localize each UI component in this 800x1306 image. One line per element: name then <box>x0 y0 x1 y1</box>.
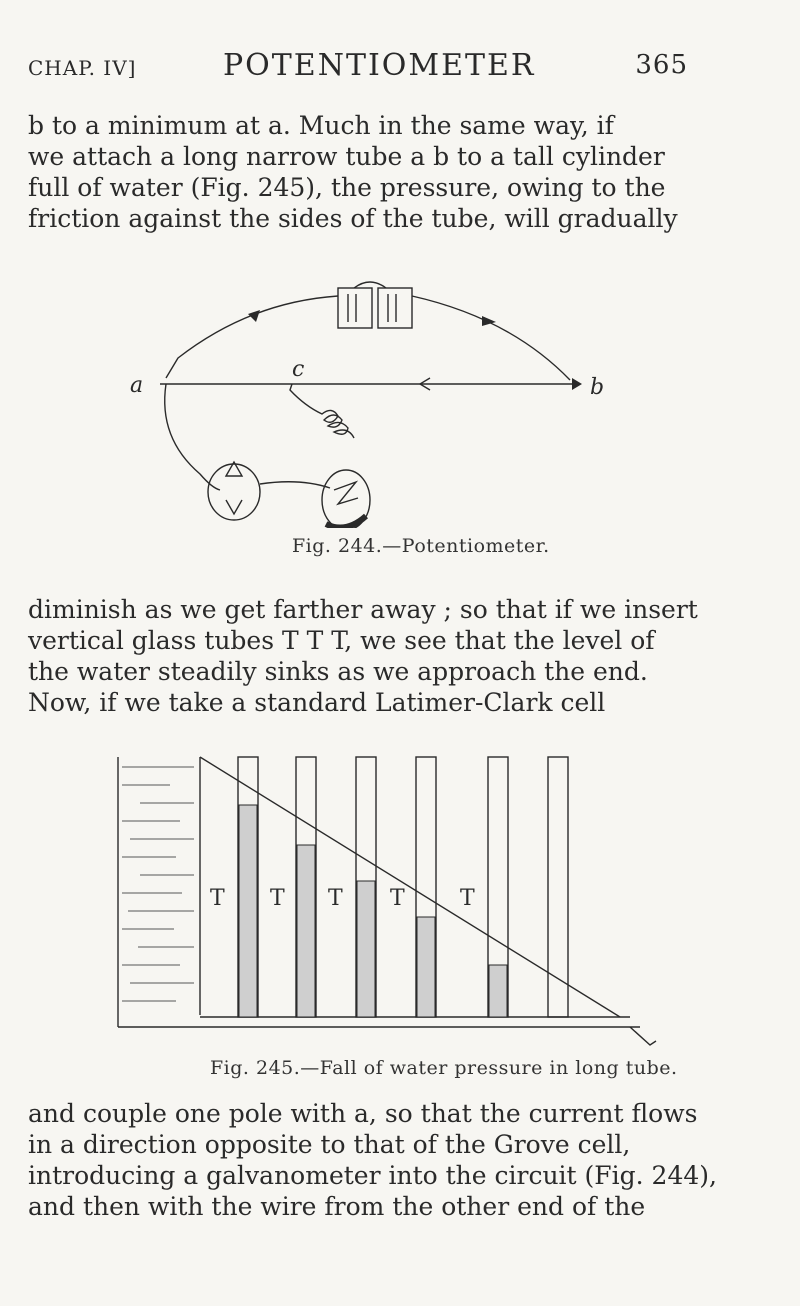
text-line: the water steadily sinks as we approach the end. <box>28 657 648 686</box>
figure-244-caption: Fig. 244.—Potentiometer. <box>292 535 550 557</box>
upper-wire-right <box>412 296 570 380</box>
text-line: we attach a long narrow tube a b to a tall cylinder <box>28 142 665 171</box>
figure-245-caption: Fig. 245.—Fall of water pressure in long tube. <box>210 1057 678 1079</box>
galvanometer <box>322 470 370 528</box>
water-cylinder <box>118 757 200 1027</box>
running-head <box>28 48 688 98</box>
text-line: vertical glass tubes T T T, we see that the level of <box>28 626 655 655</box>
text-line: diminish as we get farther away ; so that if we insert <box>28 595 698 624</box>
pressure-gradient-line <box>200 757 620 1017</box>
battery-cells <box>338 282 412 328</box>
sliding-contact-wire <box>290 384 354 438</box>
outflow-spout <box>630 1027 656 1045</box>
tube-label: T <box>460 886 475 911</box>
text-line: Now, if we take a standard Latimer-Clark cell <box>28 688 606 717</box>
chapter-marker: CHAP. IV] <box>28 56 137 80</box>
text-line: in a direction opposite to that of the Grove cell, <box>28 1130 631 1159</box>
arrow-icon <box>572 378 582 390</box>
text-line: and then with the wire from the other end of the <box>28 1192 646 1221</box>
text-line: friction against the sides of the tube, will gradually <box>28 204 678 233</box>
potentiometer-diagram <box>130 278 630 528</box>
text-line: full of water (Fig. 245), the pressure, owing to the <box>28 173 666 202</box>
label-b: b <box>590 375 605 400</box>
text-line: introducing a galvanometer into the circuit (Fig. 244), <box>28 1161 717 1190</box>
tube-label: T <box>328 886 343 911</box>
text-line: b to a minimum at a. Much in the same way, if <box>28 111 614 140</box>
text-line: and couple one pole with a, so that the current flows <box>28 1099 698 1128</box>
paragraph-3 <box>28 1098 717 1222</box>
paragraph-1 <box>28 110 708 234</box>
tube-label: T <box>390 886 405 911</box>
upper-wire-left <box>166 296 338 378</box>
page-title: POTENTIOMETER <box>223 48 536 83</box>
page-number: 365 <box>635 50 688 80</box>
tube-label: T <box>270 886 285 911</box>
label-c: c <box>292 357 305 382</box>
lower-wire-middle <box>260 482 330 488</box>
lower-wire-left <box>165 384 220 490</box>
paragraph-2 <box>28 594 708 718</box>
grove-cell <box>208 462 260 520</box>
label-a: a <box>130 373 144 398</box>
water-pressure-diagram <box>110 745 670 1055</box>
tube-label: T <box>210 886 225 911</box>
